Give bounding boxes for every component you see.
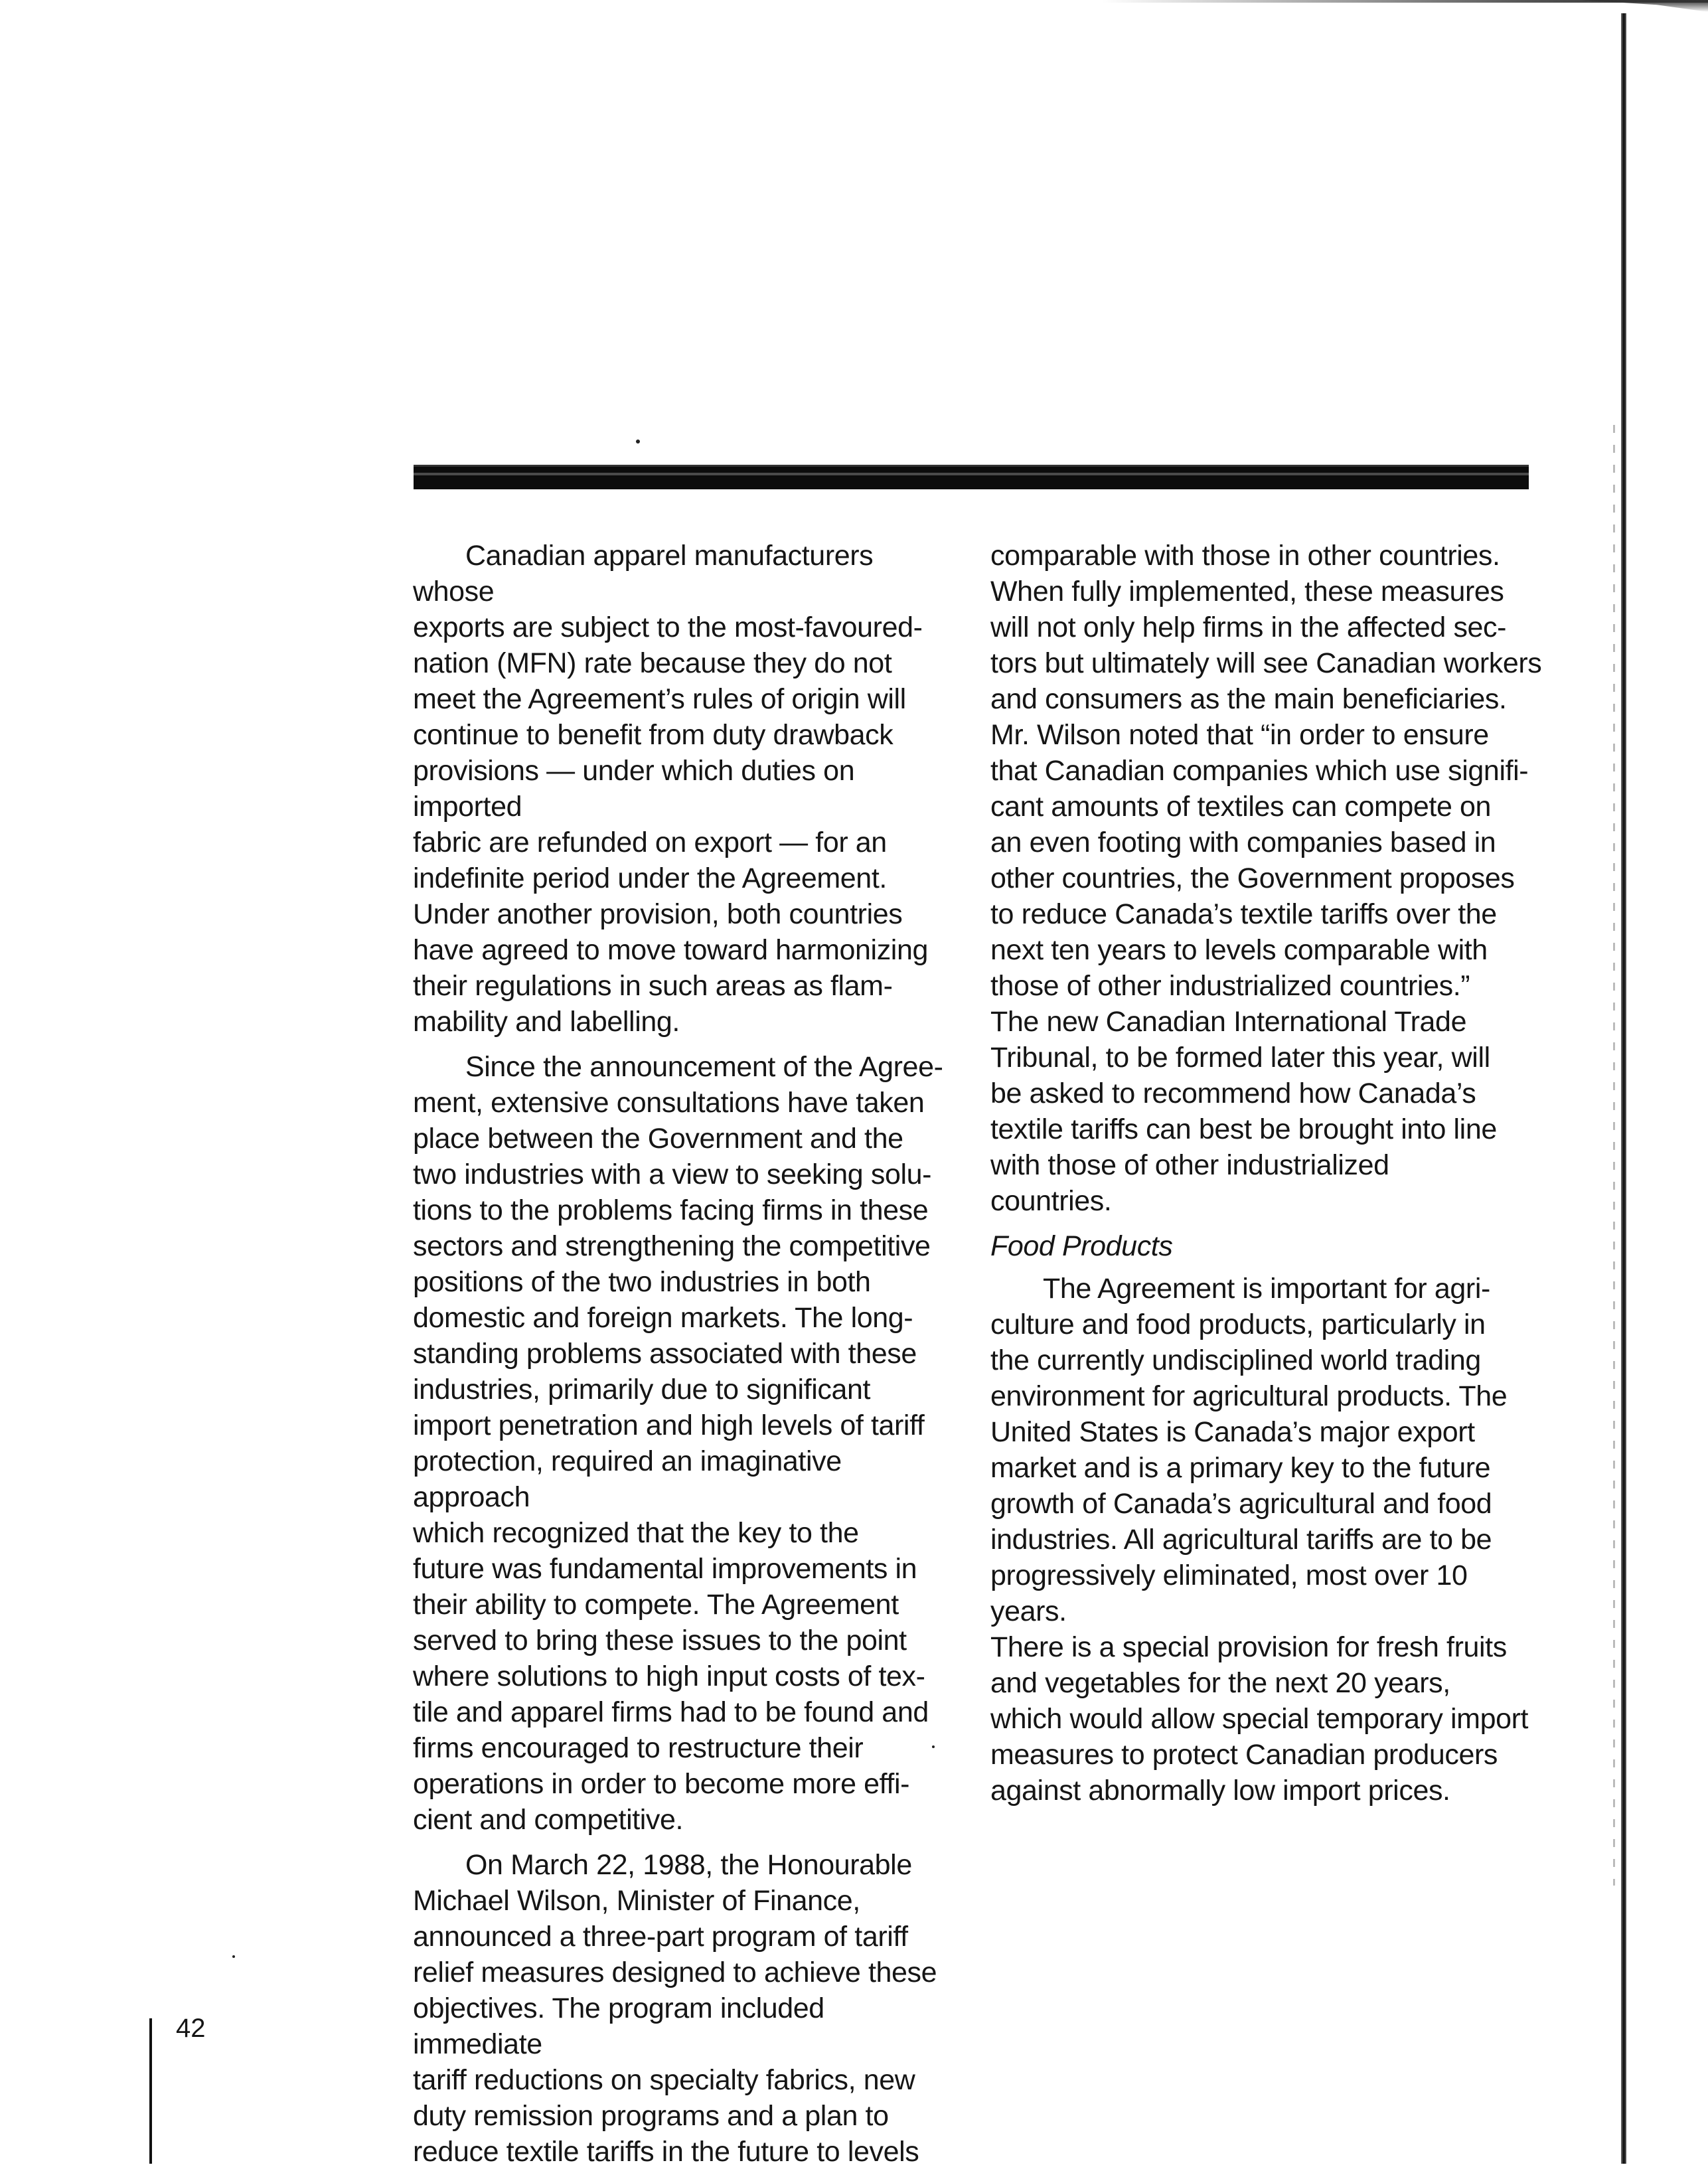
paragraph-food-products: The Agreement is important for agri- culture and food products, particularly in the currently undisciplined world trading environment for agricultural products. The United States is Canada’s major export market and is a primary key to the future growth of Canada’s agricultural and food industries. All agricultural tariffs are to be progressively eliminated, most over 10 years. There is a special provision for fresh fruits and vegetables for the next 20 years, which would allow special temporary import measures to protect Canadian producers against abnormally low import prices.	[990, 1273, 1529, 1807]
scan-binding-shadow	[1613, 425, 1615, 1886]
paragraph-consultations: Since the announcement of the Agree- ment, extensive consultations have taken place between the Government and the two industries with a view to seeking solu- tions to the problems facing firms in these sectors and strengthening the competitive positions of the two industries in both domestic and foreign markets. The long- standing problems associated with these industries, primarily due to significant import penetration and high levels of tariff protection, required an imaginative approach which recognized that the key to the future was fundamental improvements in their ability to compete. The Agreement served to bring these issues to the point where solutions to high input costs of tex- tile and apparel firms had to be found and firms encouraged to restructure their operations in order to become more effi- cient and competitive.	[413, 1051, 943, 1836]
subheading-food-products: Food Products	[990, 1230, 1173, 1262]
scan-speck	[232, 1955, 235, 1958]
section-header-rule	[414, 465, 1529, 489]
paragraph-continuation: comparable with those in other countries. When fully implemented, these measures will not only help firms in the affected sec- tors but ultimately will see Canadian workers and consumers as the main beneficiaries. Mr. Wilson noted that “in order to ensure that Canadian companies which use signifi- cant amounts of textiles can compete on an even footing with companies based in other countries, the Government proposes to reduce Canada’s textile tariffs over the next ten years to levels comparable with those of other industrialized countries.” The new Canadian International Trade Tribunal, to be formed later this year, will be asked to recommend how Canada’s textile tariffs can best be brought into line with those of other industrialized countries.	[990, 540, 1542, 1217]
left-column	[413, 538, 952, 2179]
scan-binding-edge	[1621, 13, 1626, 2164]
page-margin-bar	[149, 2018, 152, 2164]
right-column	[990, 538, 1545, 1818]
scan-speck	[636, 440, 640, 444]
paragraph-apparel-drawback: Canadian apparel manufacturers whose exports are subject to the most-favoured- nation (MFN) rate because they do not meet the Agreement’s rules of origin will continue to benefit from duty drawback provisions — under which duties on imported fabric are refunded on export — for an indefinite period under the Agreement. Under another provision, both countries have agreed to move toward harmonizing their regulations in such areas as flam- mability and labelling.	[413, 540, 928, 1038]
page-number: 42	[176, 2014, 206, 2043]
paragraph-tariff-relief: On March 22, 1988, the Honourable Michael Wilson, Minister of Finance, announced a three-part program of tariff relief measures designed to achieve these objectives. The program included immediate tariff reductions on specialty fabrics, new duty remission programs and a plan to reduce textile tariffs in the future to levels	[413, 1849, 937, 2168]
